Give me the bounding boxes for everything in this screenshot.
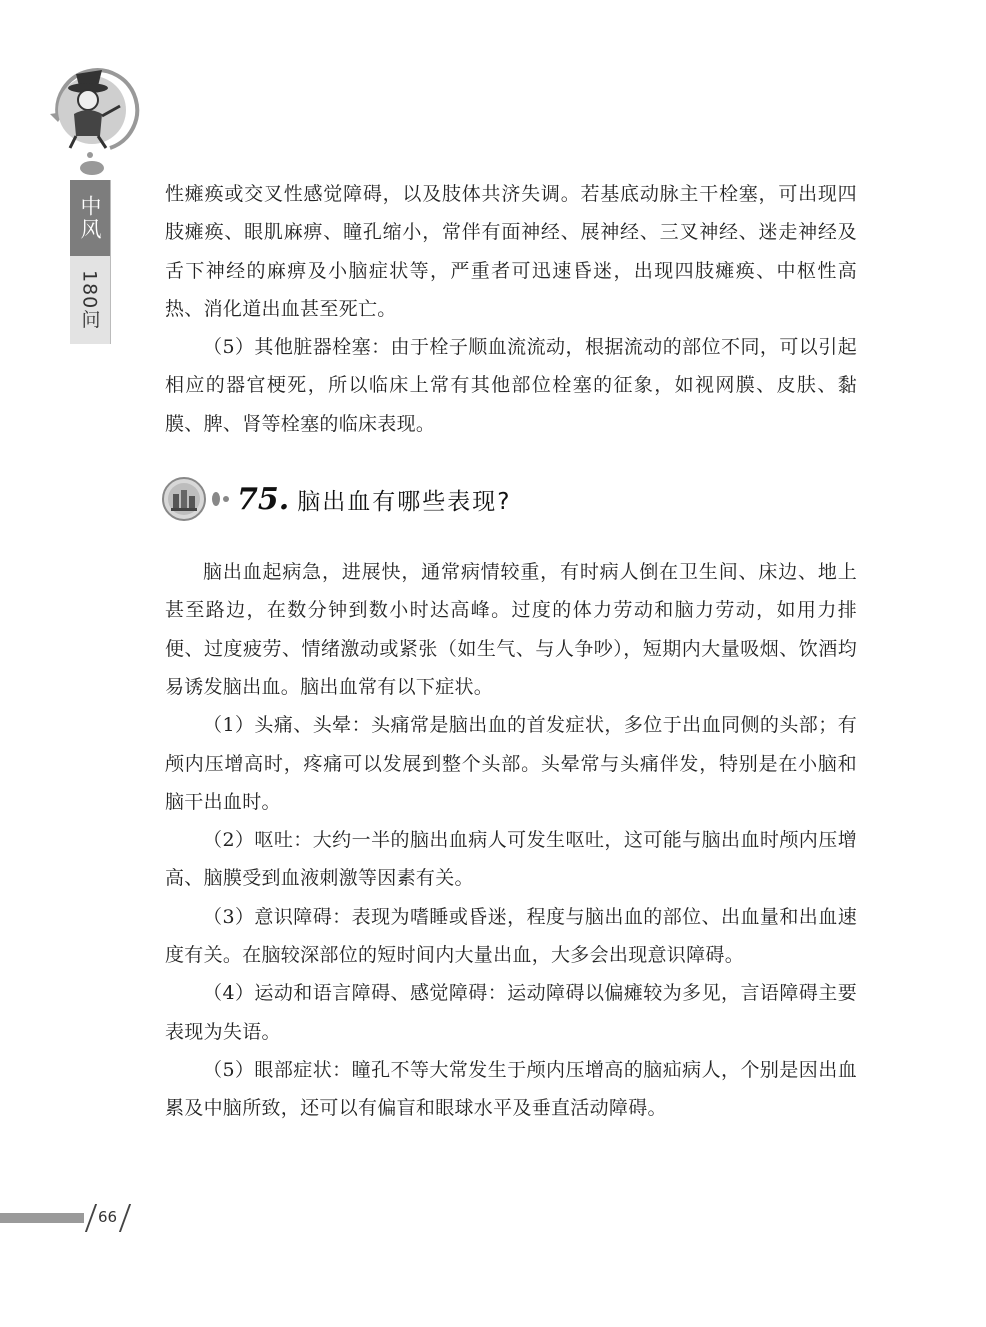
question-title: 脑出血有哪些表现? [297,488,512,515]
paragraph: （5）其他脏器栓塞：由于栓子顺血流流动，根据流动的部位不同，可以引起相应的器官梗死，所以临床上常有其他部位栓塞的征象，如视网膜、皮肤、黏膜、脾、肾等栓塞的临床表现。 [165,336,857,435]
section-heading [161,463,857,535]
chapter-side-tab [70,180,110,344]
paragraph: （3）意识障碍：表现为嗜睡或昏迷，程度与脑出血的部位、出血量和出血速度有关。在脑较深部位的短时间内大量出血，大多会出现意识障碍。 [165,905,857,967]
doctor-mascot-icon [40,56,140,156]
side-divider [110,180,111,344]
page-footer [0,1204,140,1234]
decorative-dots-icon [72,150,112,180]
side-tab-book-title: 中风 [70,180,110,256]
paragraph: （4）运动和语言障碍、感觉障碍：运动障碍以偏瘫较为多见，言语障碍主要表现为失语。 [165,982,857,1043]
side-tab-book-subtitle: 180问 [70,256,110,344]
paragraph: （2）呕吐：大约一半的脑出血病人可发生呕吐，这可能与脑出血时颅内压增高、脑膜受到血液刺激等因素有关。 [165,829,857,890]
page-number: 66 [98,1208,118,1226]
heading-dots-icon [211,489,233,509]
medical-bottles-icon [161,476,207,522]
paragraph: 性瘫痪或交叉性感觉障碍，以及肢体共济失调。若基底动脉主干栓塞，可出现四肢瘫痪、眼肌麻痹、瞳孔缩小，常伴有面神经、展神经、三叉神经、迷走神经及舌下神经的麻痹及小脑症状等，严重者可迅速昏迷，出现四肢瘫痪、中枢性高热、消化道出血甚至死亡。 [165,183,857,320]
paragraph: （5）眼部症状：瞳孔不等大常发生于颅内压增高的脑疝病人，个别是因出血累及中脑所致，还可以有偏盲和眼球水平及垂直活动障碍。 [165,1058,857,1120]
paragraph: （1）头痛、头晕：头痛常是脑出血的首发症状，多位于出血同侧的头部；有颅内压增高时，疼痛可以发展到整个头部。头晕常与头痛伴发，特别是在小脑和脑干出血时。 [165,714,857,813]
paragraph: 脑出血起病急，进展快，通常病情较重，有时病人倒在卫生间、床边、地上甚至路边，在数分钟到数小时达高峰。过度的体力劳动和脑力劳动，如用力排便、过度疲劳、情绪激动或紧张（如生气、与人争吵），短期内大量吸烟、饮酒均易诱发脑出血。脑出血常有以下症状。 [165,561,857,698]
page-content [165,175,857,1128]
footer-bar [0,1213,84,1223]
footer-slash [85,1204,97,1232]
footer-slash [119,1204,131,1232]
question-number: 75. [237,481,290,517]
